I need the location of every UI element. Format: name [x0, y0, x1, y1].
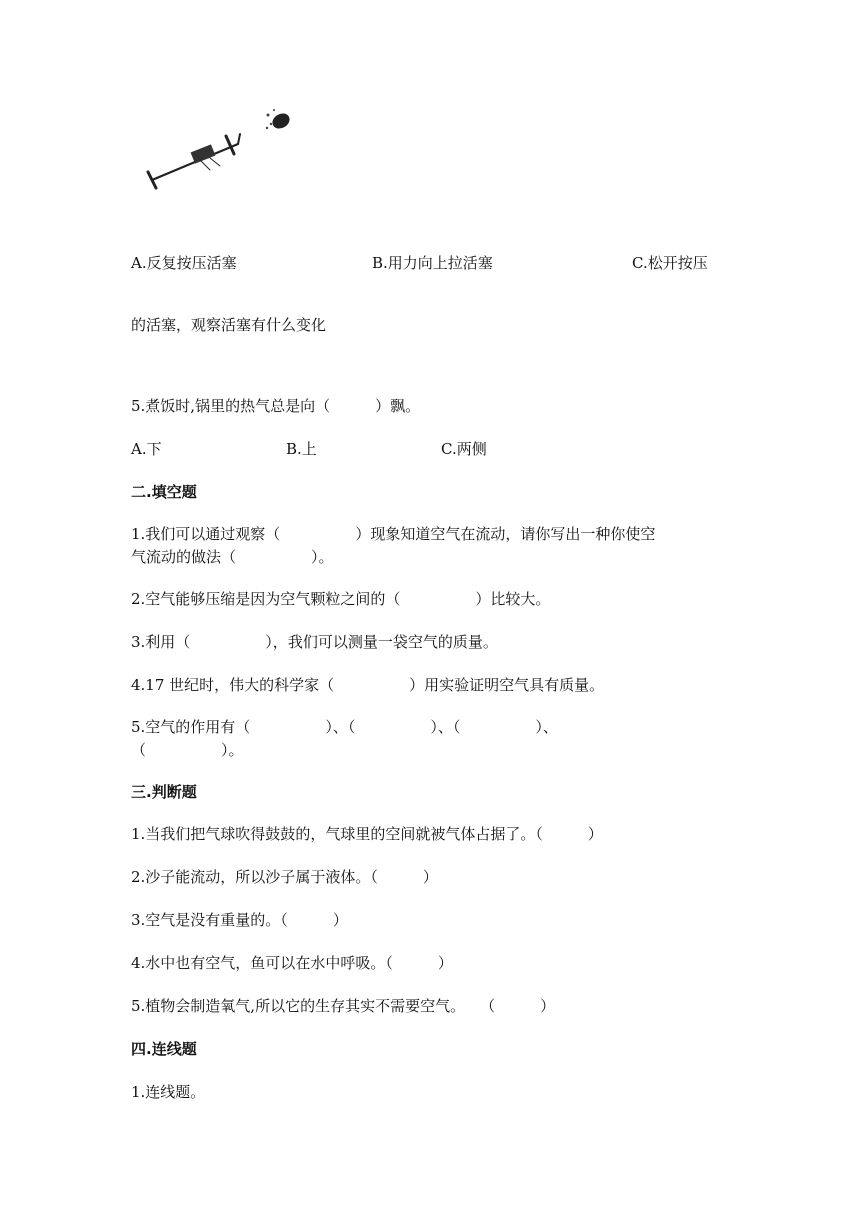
fill-blank-item: 气流动的做法（ ）。	[131, 548, 334, 566]
fill-blank-item: 4.17 世纪时，伟大的科学家（ ）用实验证明空气具有质量。	[131, 676, 605, 694]
q5-option-b: B.上	[286, 440, 317, 458]
cork-icon	[266, 109, 292, 132]
q5-option-a: A.下	[131, 440, 162, 458]
fill-blank-item: 3.利用（ ），我们可以测量一袋空气的质量。	[131, 633, 498, 651]
section-matching-title: 四.连线题	[131, 1040, 197, 1058]
fill-blank-item: 2.空气能够压缩是因为空气颗粒之间的（ ）比较大。	[131, 590, 551, 608]
true-false-item: 1.当我们把气球吹得鼓鼓的，气球里的空间就被气体占据了。（ ）	[131, 825, 603, 843]
q5-question: 5.煮饭时,锅里的热气总是向（ ）飘。	[131, 397, 421, 415]
fill-blank-item: （ ）。	[131, 741, 244, 759]
q5-option-c: C.两侧	[441, 440, 487, 458]
section-true-false-title: 三.判断题	[131, 783, 197, 801]
fill-blank-item: 5.空气的作用有（ ）、（ ）、（ ）、	[131, 718, 558, 736]
section-fill-blank-title: 二.填空题	[131, 483, 197, 501]
true-false-item: 4.水中也有空气，鱼可以在水中呼吸。（ ）	[131, 954, 453, 972]
true-false-item: 3.空气是没有重量的。（ ）	[131, 911, 348, 929]
true-false-item: 5.植物会制造氧气,所以它的生存其实不需要空气。 （ ）	[131, 997, 556, 1015]
syringe-figure	[140, 100, 310, 195]
true-false-item: 2.沙子能流动，所以沙子属于液体。（ ）	[131, 868, 438, 886]
q4-option-a: A.反复按压活塞	[131, 254, 237, 272]
matching-item: 1.连线题。	[131, 1083, 206, 1101]
fill-blank-item: 1.我们可以通过观察（ ）现象知道空气在流动，请你写出一种你使空	[131, 525, 656, 543]
q4-option-b: B.用力向上拉活塞	[372, 254, 493, 272]
q4-option-c-continued: 的活塞，观察活塞有什么变化	[131, 316, 327, 334]
q4-option-c: C.松开按压	[632, 254, 708, 272]
